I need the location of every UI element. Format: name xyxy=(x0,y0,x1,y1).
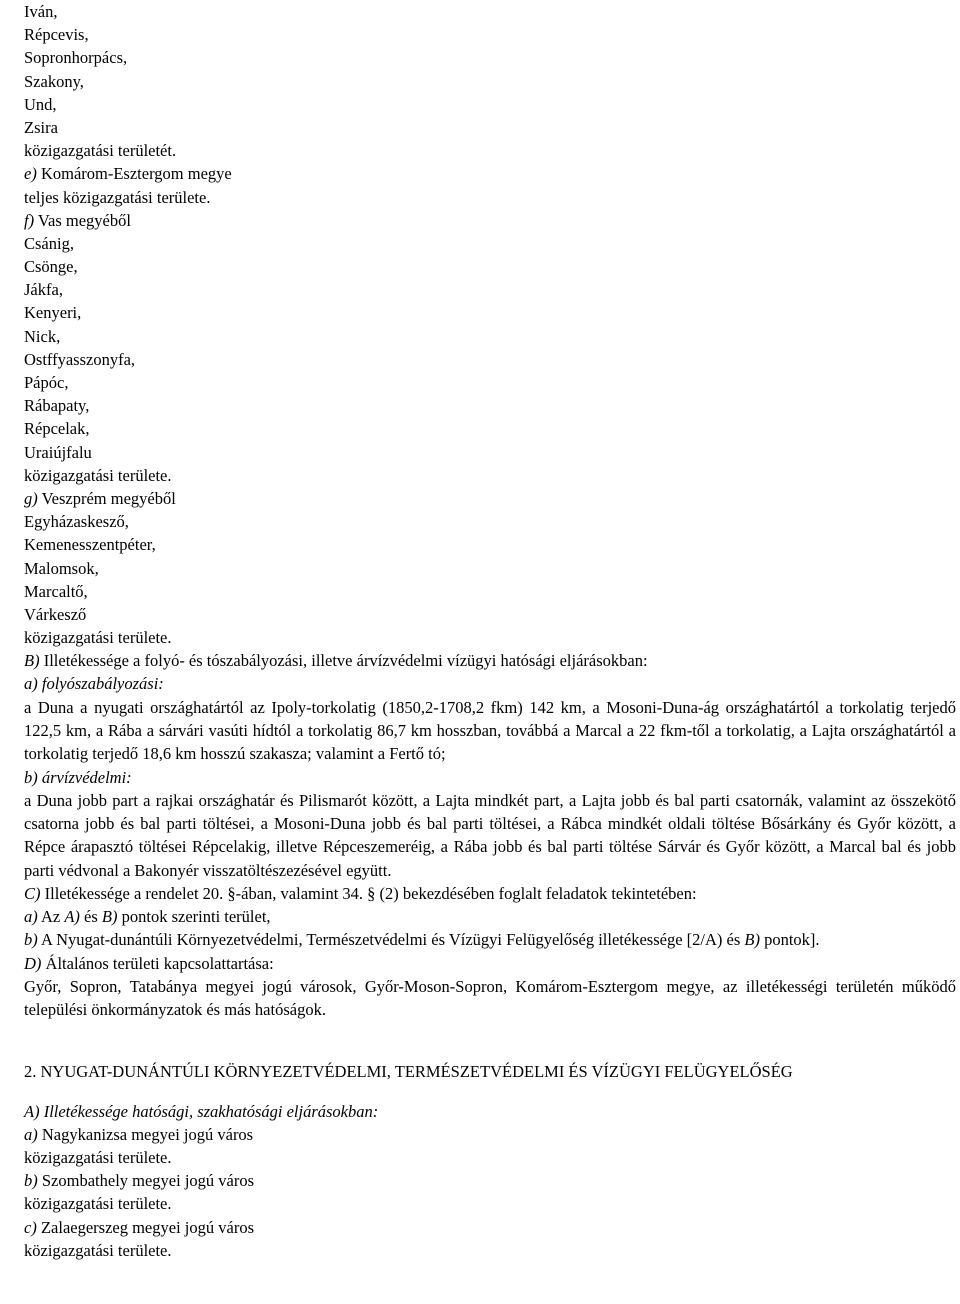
list-item: Ostffyasszonyfa, xyxy=(24,349,136,369)
section-2A-c-label: c) xyxy=(24,1217,37,1237)
list-item: közigazgatási területét. xyxy=(24,141,177,161)
section-B-b-label xyxy=(24,766,956,789)
section-2A-heading xyxy=(24,1100,956,1123)
section-e-cont: teljes közigazgatási területe. xyxy=(24,187,211,207)
list-item: Sopronhorpács, xyxy=(24,48,128,68)
section-f-label: f) xyxy=(24,210,35,230)
section-D-label: D) xyxy=(24,953,42,973)
section-2A-label: A) Illetékessége hatósági, szakhatósági eljárásokban: xyxy=(24,1101,379,1121)
section-f-line xyxy=(24,209,956,232)
section-g-label: g) xyxy=(24,488,38,508)
section-B-a-label xyxy=(24,672,956,695)
list-item: Malomsok, xyxy=(24,558,99,578)
section-2-heading: 2. NYUGAT-DUNÁNTÚLI KÖRNYEZETVÉDELMI, TERMÉSZETVÉDELMI ÉS VÍZÜGYI FELÜGYELŐSÉG xyxy=(24,1061,793,1081)
section-2A-c xyxy=(24,1216,956,1239)
list-item: Egyházaskesző, xyxy=(24,512,129,532)
list-item: Zsira xyxy=(24,117,58,137)
list-item: Répcevis, xyxy=(24,25,89,45)
section-f-text: Vas megyéből xyxy=(34,210,131,230)
section-C-b-end: pontok]. xyxy=(759,930,820,950)
section-C-heading xyxy=(24,882,956,905)
section-C-a-label: a) xyxy=(24,907,38,927)
section-e-text: Komárom-Esztergom megye xyxy=(36,164,232,184)
section-f-end: közigazgatási területe. xyxy=(24,465,172,485)
section-C-a-text-1: Az xyxy=(37,907,65,927)
section-C-b-label: b) xyxy=(24,930,38,950)
section-2A-b-text: Szombathely megyei jogú város xyxy=(37,1171,255,1191)
list-item: Várkesző xyxy=(24,604,87,624)
section-g-end: közigazgatási területe. xyxy=(24,628,172,648)
list-item: Csönge, xyxy=(24,257,78,277)
section-C-b xyxy=(24,928,956,951)
list-item: Kenyeri, xyxy=(24,303,82,323)
list-item: Pápóc, xyxy=(24,373,69,392)
section-B-b-text: a Duna jobb part a rajkai országhatár és Pilismarót között, a Lajta mindkét part, a Lajta jobb és bal parti csatornák, valamint az összekötő csatorna jobb és bal parti töltései, a Mosoni-Duna jobb és bal parti töltései, a Rábca mindkét oldali töltése Bősárkány és Győr között, a Répce árapasztó töltései Répcelakig, illetve Répceszemeréig, a Rába jobb és bal parti töltése Sárvár és Győr között, a Marcal bal és jobb parti védvonal a Bakonyér visszatöltészezésével együtt. xyxy=(24,790,956,880)
section-2A-a-text: Nagykanizsa megyei jogú város xyxy=(37,1124,254,1144)
list-item: Csánig, xyxy=(24,233,74,253)
section-D-heading xyxy=(24,952,956,975)
list-item: Kemenesszentpéter, xyxy=(24,535,156,555)
section-C-a-text-2: és xyxy=(79,907,102,927)
section-C-a-text-3: pontok szerinti terület, xyxy=(117,907,271,927)
list-item: Rábapaty, xyxy=(24,396,90,416)
section-B-a-label-text: a) folyószabályozási: xyxy=(24,674,164,694)
section-D-body: Győr, Sopron, Tatabánya megyei jogú városok, Győr-Moson-Sopron, Komárom-Esztergom megye, az illetékességi területén működő települési önkormányzatok és más hatóságok. xyxy=(24,976,956,1020)
section-B-a-text: a Duna a nyugati országhatártól az Ipoly-torkolatig (1850,2-1708,2 fkm) 142 km, a Mosoni-Duna-ág országhatártól a torkolatig terjedő 122,5 km, a Rába a sárvári vasúti hídtól a torkolatig 86,7 km hosszban, továbbá a Marcal a 22 fkm-től a torkolatig, a Lajta országhatártól a torkolatig terjedő 18,6 km hosszú szakasza; valamint a Fertő tó; xyxy=(24,697,956,764)
section-D-text: Általános területi kapcsolattartása: xyxy=(41,953,274,973)
section-C-text: Illetékessége a rendelet 20. §-ában, valamint 34. § (2) bekezdésében foglalt feladatok tekintetében: xyxy=(40,883,697,903)
section-B-text: Illetékessége a folyó- és tószabályozási, illetve árvízvédelmi vízügyi hatósági eljárásokban: xyxy=(39,651,648,671)
section-2A-b xyxy=(24,1169,956,1192)
list-item: Nick, xyxy=(24,326,61,346)
section-2A-a-end: közigazgatási területe. xyxy=(24,1148,172,1168)
spacer xyxy=(24,1021,956,1043)
section-B-heading xyxy=(24,649,956,672)
section-e-line xyxy=(24,162,956,185)
section-2A-c-end: közigazgatási területe. xyxy=(24,1240,172,1260)
section-2A-a-label: a) xyxy=(24,1124,38,1144)
list-item: Und, xyxy=(24,94,57,114)
list-item: Jákfa, xyxy=(24,280,63,300)
list-item: Marcaltő, xyxy=(24,581,88,601)
section-C-a xyxy=(24,905,956,928)
section-e-label: e) xyxy=(24,164,37,184)
section-2A-b-label: b) xyxy=(24,1171,38,1191)
list-item: Répcelak, xyxy=(24,419,90,439)
section-C-b-em: B) xyxy=(744,930,760,950)
section-C-b-text: A Nyugat-dunántúli Környezetvédelmi, Természetvédelmi és Vízügyi Felügyelőség illetékessége [2/A) és xyxy=(37,930,745,950)
section-C-a-em-1: A) xyxy=(64,907,80,927)
section-2A-c-text: Zalaegerszeg megyei jogú város xyxy=(36,1217,254,1237)
list-item: Iván, xyxy=(24,2,58,21)
section-g-line xyxy=(24,487,956,510)
section-2A-a xyxy=(24,1123,956,1146)
list-item: Szakony, xyxy=(24,71,84,91)
section-C-a-em-2: B) xyxy=(101,907,118,927)
section-B-b-label-text: b) árvízvédelmi: xyxy=(24,767,132,787)
section-g-text: Veszprém megyéből xyxy=(37,488,176,508)
section-C-label: C) xyxy=(24,883,41,903)
section-B-label: B) xyxy=(24,651,40,671)
list-item: Uraiújfalu xyxy=(24,442,92,462)
section-2A-b-end: közigazgatási területe. xyxy=(24,1194,172,1214)
